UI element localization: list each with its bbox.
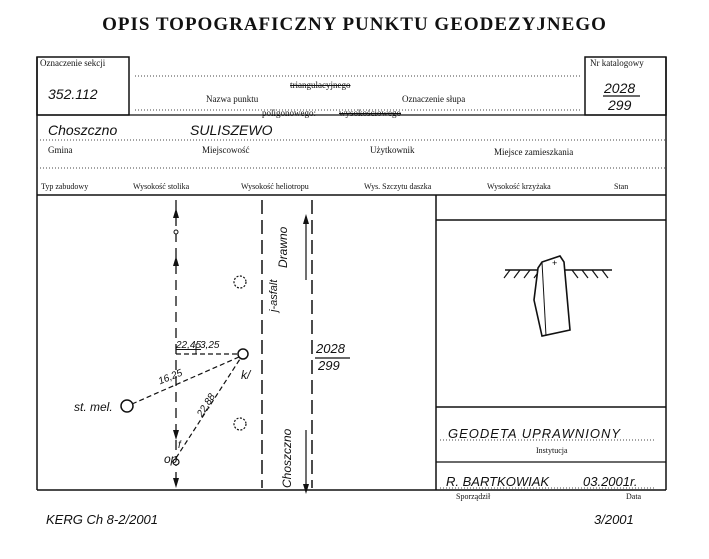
catalog-denominator: 299 (608, 97, 632, 113)
marker-kl: k/ (241, 368, 251, 382)
column-heliotrope-height: Wysokość heliotropu (241, 182, 309, 191)
column-state: Stan (614, 182, 629, 191)
catalog-numerator: 2028 (604, 80, 636, 96)
residence-label: Miejsce zamieszkania (494, 147, 574, 157)
name-label: Nazwa punktu (206, 94, 259, 104)
page-title: OPIS TOPOGRAFICZNY PUNKTU GEODEZYJNEGO (102, 14, 607, 35)
f-label: f (178, 440, 181, 451)
section-value: 352.112 (48, 86, 98, 102)
author-label: Sporządził (456, 492, 491, 501)
commune-value: Choszczno (48, 122, 118, 138)
pillar-label: Oznaczenie słupa (402, 94, 466, 104)
column-cross-height: Wysokość krzyżaka (487, 182, 551, 191)
date-value: 03.2001r. (583, 474, 638, 489)
distance-2: 3,25 (200, 340, 220, 351)
polygon-struck: wysokościowego (339, 108, 401, 118)
op-label: op (164, 452, 178, 466)
point-numerator: 2028 (316, 341, 345, 356)
point-denominator: 299 (318, 358, 340, 373)
place-value: SULISZEWO (190, 122, 273, 138)
document-reference: KERG Ch 8-2/2001 (46, 512, 159, 527)
distance-1: 22,45 (176, 340, 202, 351)
institution-label: Instytucja (536, 446, 568, 455)
north-label: Drawno (276, 226, 290, 268)
distance-3: 16,25 (156, 367, 185, 388)
station-label: st. mel. (74, 400, 113, 414)
name-type-struck: triangulacyjnego (290, 80, 351, 90)
polygon-prefix: poligonowego: (262, 108, 316, 118)
section-label: Oznaczenie sekcji (40, 58, 106, 68)
author-name: R. BARTKOWIAK (446, 474, 550, 489)
surveyor-role: GEODETA UPRAWNIONY (448, 426, 622, 441)
column-table-height: Wysokość stolika (133, 182, 190, 191)
column-building-type: Typ zabudowy (41, 182, 89, 191)
road-label: j-asfalt (268, 279, 280, 312)
place-label: Miejscowość (202, 145, 250, 155)
svg-text:+: + (552, 258, 558, 268)
south-label: Choszczno (280, 428, 294, 488)
document-number: 3/2001 (594, 512, 634, 527)
date-label: Data (626, 492, 642, 501)
column-roof-height: Wys. Szczytu daszka (364, 182, 432, 191)
commune-label: Gmina (48, 145, 73, 155)
distance-4: 22,88 (195, 391, 218, 420)
catalog-label: Nr katalogowy (590, 58, 644, 68)
user-label: Użytkownik (370, 145, 415, 155)
